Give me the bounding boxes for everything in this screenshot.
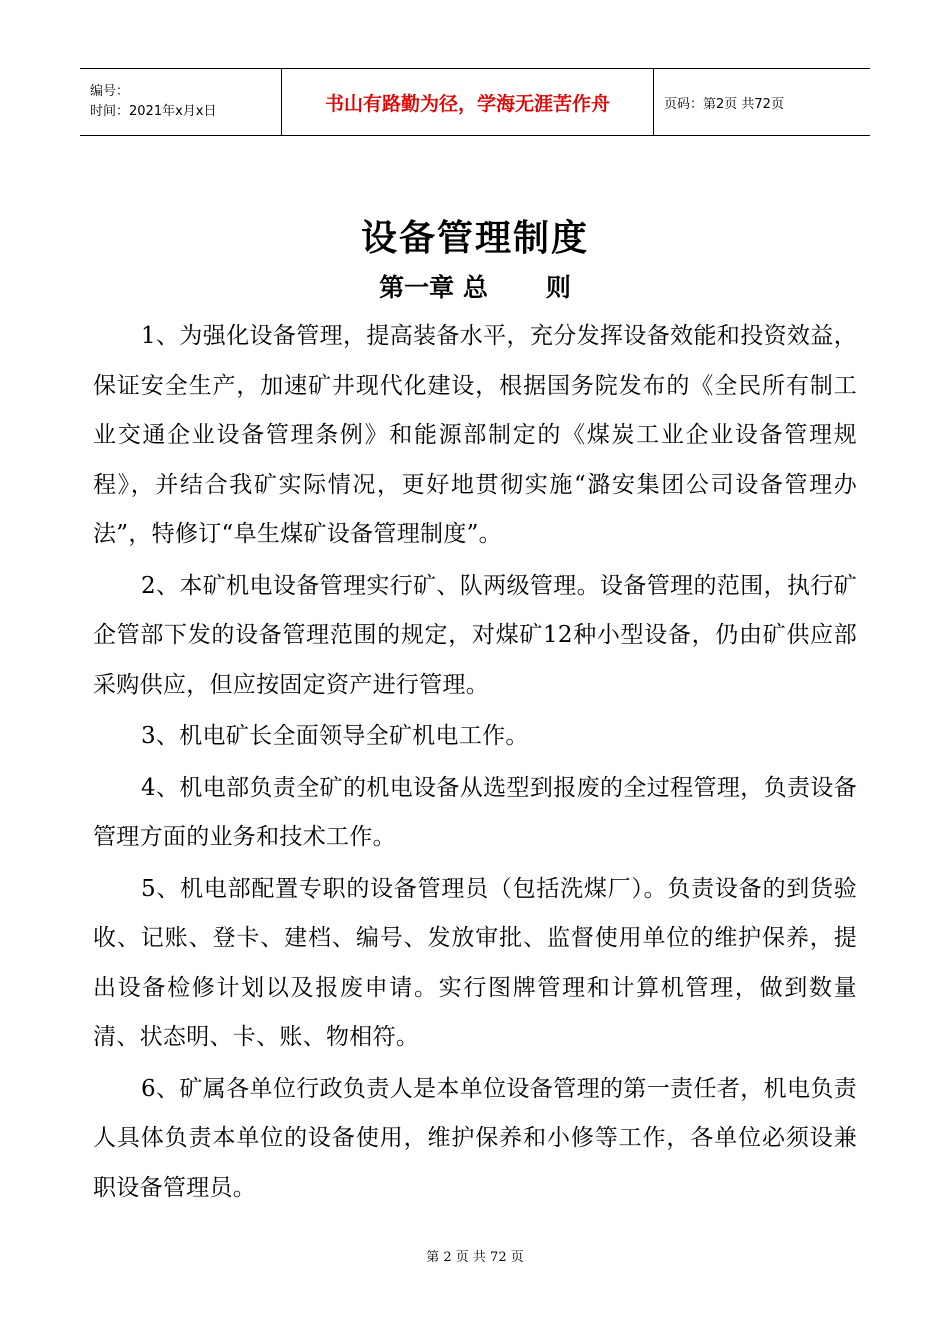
chapter-heading-right: 则: [545, 273, 571, 302]
document-header: [80, 68, 870, 136]
header-meta: [80, 69, 282, 135]
chapter-heading-left: 第一章 总: [379, 273, 488, 302]
chapter-heading: [0, 268, 950, 304]
paragraph: 6、矿属各单位行政负责人是本单位设备管理的第一责任者，机电负责人具体负责本单位的设备使用，维护保养和小修等工作，各单位必须设兼职设备管理员。: [93, 1075, 857, 1201]
header-page-label: 页码：第2页 共72页: [664, 96, 784, 112]
paragraph: 3、机电矿长全面领导全矿机电工作。: [141, 723, 529, 749]
document-title: 设备管理制度: [360, 218, 589, 259]
header-time-label: 时间：2021年x月x日: [90, 104, 217, 119]
paragraph: 1、为强化设备管理，提高装备水平，充分发挥设备效能和投资效益，保证安全生产，加速矿井现代化建设，根据国务院发布的《全民所有制工业交通企业设备管理条例》和能源部制定的《煤炭工业企业设备管理规程》，并结合我矿实际情况，更好地贯彻实施“潞安集团公司设备管理办法”，特修订“阜生煤矿设备管理制度”。: [93, 323, 857, 547]
paragraph: 4、机电部负责全矿的机电设备从选型到报废的全过程管理，负责设备管理方面的业务和技术工作。: [93, 774, 857, 850]
header-motto: 书山有路勤为径，学海无涯苦作舟: [282, 69, 654, 135]
paragraph: 5、机电部配置专职的设备管理员（包括洗煤厂）。负责设备的到货验收、记账、登卡、建档、编号、发放审批、监督使用单位的维护保养，提出设备检修计划以及报废申请。实行图牌管理和计算机管理，做到数量清、状态明、卡、账、物相符。: [93, 875, 857, 1050]
page-footer: 第 2 页 共 72 页: [426, 1250, 524, 1265]
paragraph: 2、本矿机电设备管理实行矿、队两级管理。设备管理的范围，执行矿企管部下发的设备管理范围的规定，对煤矿12种小型设备，仍由矿供应部采购供应，但应按固定资产进行管理。: [93, 572, 857, 698]
header-number-label: 编号：: [90, 84, 130, 99]
document-body: [93, 312, 857, 1215]
